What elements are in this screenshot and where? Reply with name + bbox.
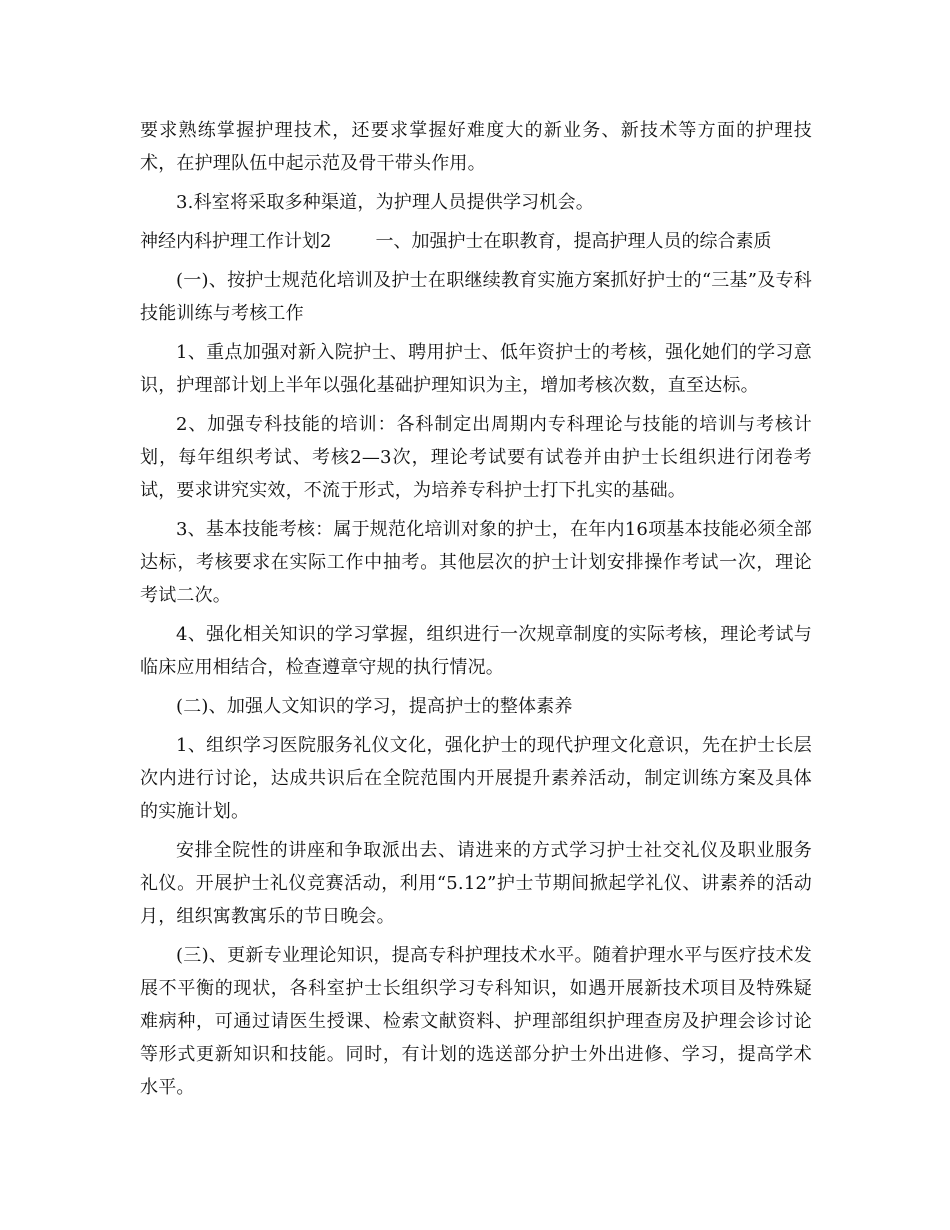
paragraph-item-4: 4、强化相关知识的学习掌握，组织进行一次规章制度的实际考核，理论考试与临床应用相结合，检查遵章守规的执行情况。	[140, 624, 812, 678]
plan-title: 神经内科护理工作计划2	[140, 231, 332, 252]
paragraph-item-2: 2、加强专科技能的培训：各科制定出周期内专科理论与技能的培训与考核计划，每年组织考试、考核2—3次，理论考试要有试卷并由护士长组织进行闭卷考试，要求讲究实效，不流于形式，为培养专科护士打下扎实的基础。	[140, 414, 812, 501]
paragraph-etiquette-culture: 1、组织学习医院服务礼仪文化，强化护士的现代护理文化意识，先在护士长层次内进行讨论，达成共识后在全院范围内开展提升素养活动，制定训练方案及具体的实施计划。	[140, 735, 812, 822]
section-one-heading: 一、加强护士在职教育，提高护理人员的综合素质	[375, 231, 772, 252]
section-heading-line	[140, 225, 812, 258]
subsection-one-heading: (一)、按护士规范化培训及护士在职继续教育实施方案抓好护士的“三基”及专科技能训练与考核工作	[140, 270, 812, 324]
subsection-two-heading: (二)、加强人文知识的学习，提高护士的整体素养	[176, 696, 573, 717]
paragraph-item-3: 3、基本技能考核：属于规范化培训对象的护士，在年内16项基本技能必须全部达标，考核要求在实际工作中抽考。其他层次的护士计划安排操作考试一次，理论考试二次。	[140, 519, 812, 606]
subsection-three-paragraph: (三)、更新专业理论知识，提高专科护理技术水平。随着护理水平与医疗技术发展不平衡的现状，各科室护士长组织学习专科知识，如遇开展新技术项目及特殊疑难病种，可通过请医生授课、检索文献资料、护理部组织护理查房及护理会诊讨论等形式更新知识和技能。同时，有计划的选送部分护士外出进修、学习，提高学术水平。	[140, 945, 812, 1098]
paragraph-continuation: 要求熟练掌握护理技术，还要求掌握好难度大的新业务、新技术等方面的护理技术，在护理队伍中起示范及骨干带头作用。	[140, 120, 812, 174]
paragraph-learning-opportunities: 3.科室将采取多种渠道，为护理人员提供学习机会。	[176, 192, 594, 213]
document-body	[140, 114, 812, 1110]
paragraph-lectures-activities: 安排全院性的讲座和争取派出去、请进来的方式学习护士社交礼仪及职业服务礼仪。开展护士礼仪竞赛活动，利用“5.12”护士节期间掀起学礼仪、讲素养的活动月，组织寓教寓乐的节日晚会。	[140, 840, 812, 927]
paragraph-item-1: 1、重点加强对新入院护士、聘用护士、低年资护士的考核，强化她们的学习意识，护理部计划上半年以强化基础护理知识为主，增加考核次数，直至达标。	[140, 342, 812, 396]
